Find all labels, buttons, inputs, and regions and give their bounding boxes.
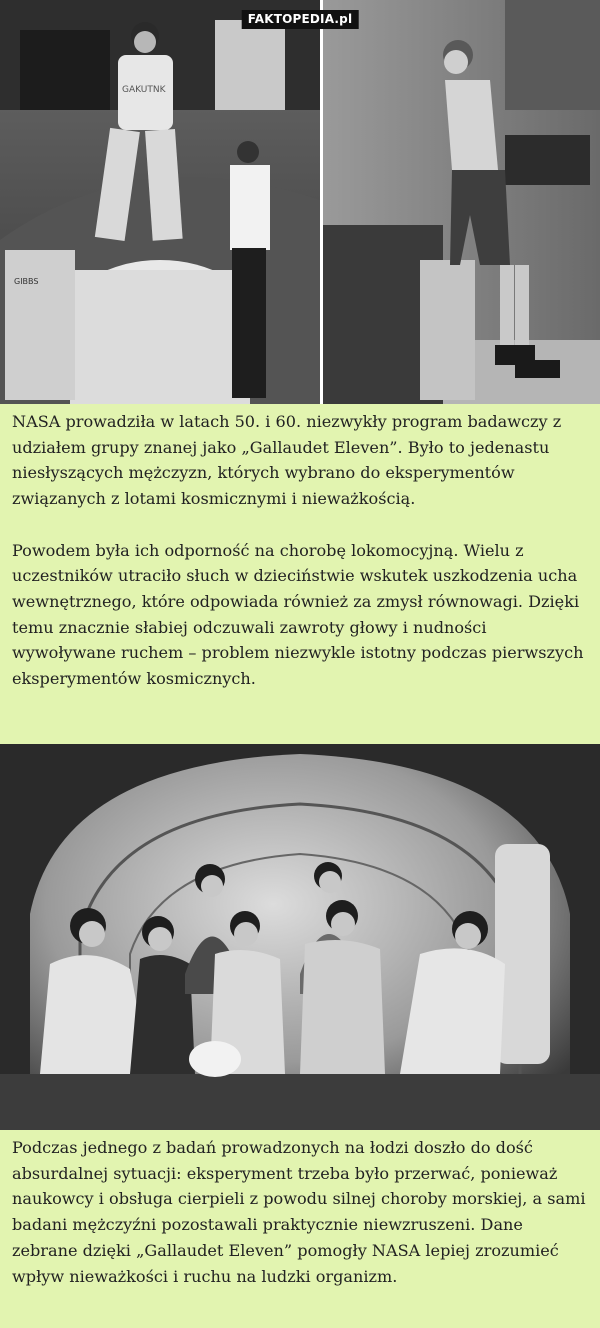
text-section-1 [12, 409, 592, 692]
photo-top [0, 0, 600, 404]
photo-middle [0, 744, 600, 1130]
text-section-1-paragraph-1: NASA prowadziła w latach 50. i 60. niezwykły program badawczy z udziałem grupy znanej jako „Gallaudet Eleven”. Było to jedenastu niesłyszących mężczyzn, których wybrano do eksperymentów związanych z lotami kosmicznymi i nieważkością. [12, 412, 562, 509]
watermark-logo: FAKTOPEDIA.pl [242, 10, 359, 29]
photo-top-left-label: GAKUTNK [122, 85, 166, 95]
photo-top-small-label: GIBBS [14, 277, 39, 286]
photo-top-illustration [0, 0, 600, 404]
text-section-2-paragraph-1: Podczas jednego z badań prowadzonych na łodzi doszło do dość absurdalnej sytuacji: eksperyment trzeba było przerwać, ponieważ naukowcy i obsługa cierpieli z powodu silnej choroby morskiej, a sami badani mężczyźni pozostawali praktycznie niewzruszeni. Dane zebrane dzięki „Gallaudet Eleven” pomogły NASA lepiej zrozumieć wpływ nieważkości i ruchu na ludzki organizm. [12, 1138, 586, 1286]
text-section-2 [12, 1135, 592, 1289]
text-section-1-paragraph-2: Powodem była ich odporność na chorobę lokomocyjną. Wielu z uczestników utraciło słuch w dzieciństwie wskutek uszkodzenia ucha wewnętrznego, które odpowiada również za zmysł równowagi. Dzięki temu znacznie słabiej odczuwali zawroty głowy i nudności wywoływane ruchem – problem niezwykle istotny podczas pierwszych eksperymentów kosmicznych. [12, 540, 584, 689]
photo-middle-illustration [0, 744, 600, 1130]
